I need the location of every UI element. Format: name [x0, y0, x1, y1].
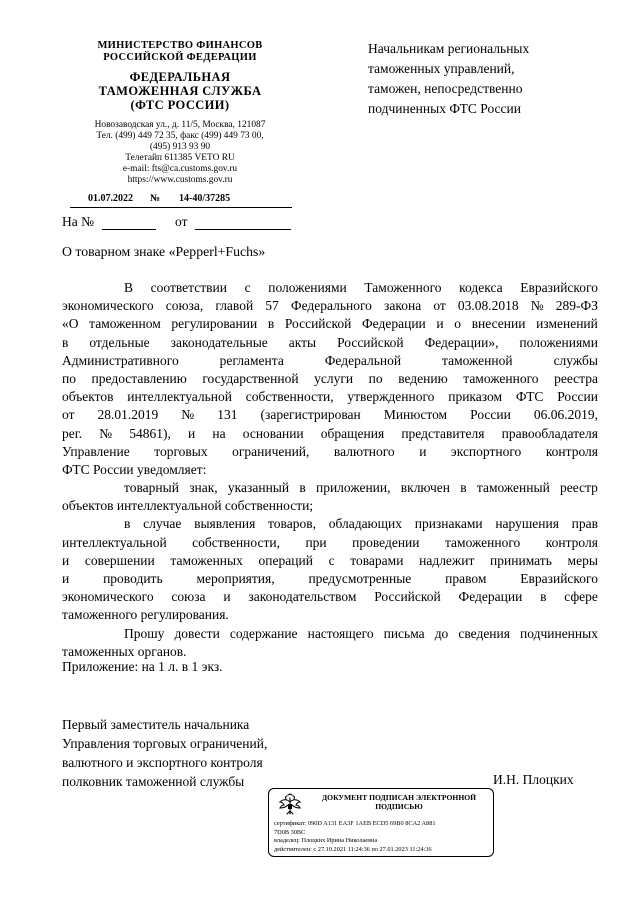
- body-line: [62, 279, 598, 297]
- body-word: Минюстом: [383, 407, 448, 423]
- body-word: 03.08.2018: [457, 298, 519, 314]
- body-word: в: [124, 516, 131, 532]
- body-line: [62, 406, 598, 424]
- body-word: подчиненных: [520, 625, 598, 641]
- body-word: регламента: [219, 352, 284, 368]
- body-word: содержание: [229, 625, 298, 641]
- body-word: таможенного: [444, 534, 521, 550]
- ministry-name: МИНИСТЕРСТВО ФИНАНСОВ РОССИЙСКОЙ ФЕДЕРАЦИИ: [97, 40, 263, 63]
- body-word: с: [244, 280, 251, 295]
- registration-date: 01.07.2022: [88, 193, 133, 204]
- body-word: совершении: [84, 552, 155, 568]
- body-word: сфере: [564, 589, 598, 605]
- body-word: государственной: [202, 370, 299, 386]
- body-word: экономического: [62, 298, 154, 314]
- body-word: реестра: [554, 370, 598, 386]
- body-word: в: [540, 589, 547, 605]
- body-word: Управление: [62, 443, 130, 459]
- body-word: в: [62, 334, 69, 350]
- body-word: операций: [258, 552, 313, 568]
- body-word: Федерации: [458, 589, 523, 605]
- body-line: [62, 388, 598, 406]
- body-line: [62, 425, 598, 443]
- body-word: проведении: [352, 534, 420, 550]
- body-word: товарный: [124, 480, 179, 496]
- body-word: о: [454, 316, 462, 332]
- body-word: на: [212, 425, 226, 441]
- body-word: экономического: [62, 589, 154, 605]
- body-word: по: [368, 370, 383, 386]
- body-word: положениями: [519, 334, 598, 350]
- body-word: контроля: [545, 443, 598, 459]
- body-word: проводить: [103, 571, 163, 586]
- certificate-validity: действителен: с 27.10.2021 11:24:36 по 27.01.2023 11:24:36: [274, 845, 432, 853]
- body-word: и: [223, 589, 231, 605]
- body-word: Федерального: [290, 298, 372, 314]
- body-line: [62, 515, 598, 533]
- body-line: [62, 370, 598, 388]
- body-word: при: [305, 534, 327, 550]
- paragraph-1: [62, 279, 598, 479]
- reference-no-label: На №: [62, 214, 94, 229]
- reference-from-blank: [195, 229, 291, 230]
- body-word: прав: [571, 516, 598, 532]
- reference-line: [62, 214, 94, 230]
- number-sign: №: [150, 193, 161, 204]
- body-word: утвержденного: [347, 389, 435, 405]
- body-word: мероприятия,: [196, 571, 275, 586]
- body-word: №: [530, 298, 544, 314]
- service-name: ФЕДЕРАЛЬНАЯ ТАМОЖЕННАЯ СЛУЖБА (ФТС РОССИИ): [98, 70, 262, 112]
- body-word: службы: [553, 352, 598, 368]
- double-headed-eagle-emblem: [277, 793, 303, 819]
- body-word: законодательством: [248, 589, 357, 605]
- certificate-serial: сертификат: 090D A131 EA3F 1AEB ECD5 69B0 8CA2 A881: [274, 820, 436, 827]
- body-word: предусмотренные: [308, 571, 412, 586]
- body-word: предоставлению: [91, 370, 187, 386]
- body-word: таможенном: [89, 316, 161, 332]
- body-word: внесении: [471, 316, 526, 332]
- body-word: в: [267, 316, 275, 332]
- body-word: торговых: [154, 443, 208, 459]
- body-word: собственности,: [192, 534, 280, 550]
- body-word: законодательные: [170, 334, 268, 350]
- body-line: [62, 334, 598, 352]
- body-word: Федерации»,: [424, 334, 499, 350]
- body-word: принимать: [490, 552, 552, 568]
- body-word: включен: [400, 480, 451, 496]
- body-line: [62, 588, 598, 606]
- reference-from-label: от: [175, 214, 188, 229]
- paragraph-4: [62, 625, 598, 661]
- body-word: и: [62, 571, 70, 586]
- registration-number: 14-40/37285: [179, 193, 231, 204]
- body-word: 06.06.2019,: [533, 407, 598, 423]
- body-word: отдельные: [89, 334, 150, 350]
- body-word: №: [99, 425, 113, 441]
- body-line: [62, 534, 598, 552]
- body-word: России: [470, 407, 511, 423]
- body-word: признаками: [414, 516, 483, 532]
- body-word: надлежит: [419, 552, 475, 568]
- body-word: №: [181, 407, 195, 423]
- reference-no-blank: [102, 229, 156, 230]
- registration-underline: [70, 207, 292, 208]
- body-word: сведения: [458, 625, 510, 641]
- body-word: от: [433, 298, 446, 314]
- body-word: 289-ФЗ: [555, 298, 598, 314]
- body-word: ФТС: [515, 389, 544, 405]
- body-word: приложении,: [315, 480, 391, 496]
- certificate-serial-continued: 7D0B 30BC: [274, 828, 306, 836]
- body-word: меры: [567, 552, 598, 568]
- certificate-owner: владелец: Плоцких Ирина Николаевна: [274, 837, 378, 845]
- body-word: интеллектуальной: [62, 534, 167, 550]
- body-word: и: [62, 552, 70, 568]
- body-word: В: [124, 280, 134, 295]
- body-word: ведению: [398, 370, 448, 386]
- body-word: Федеральной: [324, 352, 402, 368]
- body-word: товарами: [350, 552, 404, 568]
- body-word: случае: [143, 516, 182, 532]
- body-word: представителя: [401, 425, 485, 441]
- body-word: (зарегистрирован: [260, 407, 361, 423]
- body-word: выявления: [194, 516, 256, 532]
- body-word: основании: [242, 425, 304, 441]
- body-word: союза: [171, 589, 206, 605]
- body-word: союза,: [165, 298, 204, 314]
- body-word: Административного: [62, 352, 179, 368]
- body-word: рег.: [62, 425, 83, 441]
- body-line: [62, 297, 598, 315]
- body-word: собственности,: [245, 389, 334, 405]
- email-link[interactable]: e-mail: fts@ca.customs.gov.ru: [122, 164, 238, 174]
- stamp-certificate-details: [274, 820, 492, 854]
- body-word: 54861),: [129, 425, 171, 441]
- body-word: и: [188, 425, 196, 441]
- body-word: соответствии: [150, 280, 227, 295]
- letter-body: [62, 279, 598, 661]
- body-word: от: [62, 407, 75, 423]
- body-line: таможенного регулирования.: [62, 607, 229, 623]
- body-word: товаров,: [268, 516, 316, 532]
- body-word: изменений: [536, 316, 598, 332]
- website-link[interactable]: https://www.customs.gov.ru: [127, 175, 233, 185]
- body-word: Прошу: [124, 625, 165, 641]
- body-word: России: [557, 389, 598, 405]
- body-word: таможенной: [442, 352, 513, 368]
- body-word: письма: [383, 625, 425, 641]
- signer-name: И.Н. Плоцких: [493, 772, 574, 787]
- electronic-signature-stamp: [268, 788, 494, 857]
- attachment-note: Приложение: на 1 л. в 1 экз.: [62, 659, 223, 674]
- body-word: знак,: [189, 480, 218, 496]
- body-word: указанный: [227, 480, 290, 496]
- body-line: [62, 570, 598, 588]
- body-word: с: [328, 552, 335, 568]
- body-word: в: [299, 480, 306, 496]
- body-word: валютного: [333, 443, 395, 459]
- body-word: правом: [445, 571, 487, 586]
- body-word: и: [419, 443, 427, 459]
- body-word: таможенный: [476, 480, 550, 496]
- body-line: [62, 552, 598, 570]
- body-word: правообладателя: [501, 425, 598, 441]
- body-word: интеллектуальной: [127, 389, 232, 405]
- body-word: 28.01.2019: [97, 407, 159, 423]
- body-word: приказом: [448, 389, 503, 405]
- body-word: регулировании: [171, 316, 258, 332]
- body-word: до: [434, 625, 449, 641]
- body-word: нарушения: [495, 516, 559, 532]
- body-line: таможенных органов.: [62, 643, 187, 659]
- body-word: Российской: [284, 316, 352, 332]
- signature-block: Первый заместитель начальника Управления торговых ограничений, валютного и экспортного контроля полковник таможенной службы: [62, 717, 268, 789]
- body-line: [62, 352, 598, 370]
- body-word: экспортного: [450, 443, 522, 459]
- letterhead: [62, 40, 298, 186]
- body-word: кодекса: [459, 280, 503, 295]
- body-word: Федерации: [362, 316, 426, 332]
- body-line: [62, 443, 598, 461]
- body-word: главой: [215, 298, 254, 314]
- body-line: объектов интеллектуальной собственности;: [62, 498, 314, 514]
- body-word: Российской: [374, 589, 441, 605]
- body-line: ФТС России уведомляет:: [62, 461, 207, 477]
- body-line: [62, 625, 598, 643]
- body-word: Евразийского: [520, 571, 598, 586]
- body-word: акты: [288, 334, 317, 350]
- body-word: «О: [62, 316, 79, 332]
- body-word: закона: [384, 298, 422, 314]
- subject-line: О товарном знаке «Pepperl+Fuchs»: [62, 244, 266, 259]
- body-word: контроля: [545, 534, 598, 550]
- body-word: ограничений,: [232, 443, 310, 459]
- body-word: реестр: [560, 480, 598, 496]
- body-word: настоящего: [307, 625, 374, 641]
- body-word: в: [460, 480, 467, 496]
- body-word: по: [62, 370, 76, 386]
- addressee: Начальникам региональных таможенных управлений, таможен, непосредственно подчиненных ФТС России: [368, 41, 530, 116]
- body-word: положениями: [268, 280, 347, 295]
- body-line: [62, 315, 598, 333]
- paragraph-2: [62, 479, 598, 515]
- body-word: обладающих: [328, 516, 403, 532]
- body-word: Таможенного: [364, 280, 442, 295]
- body-word: 131: [217, 407, 238, 423]
- body-word: Евразийского: [520, 280, 598, 295]
- body-word: и: [436, 316, 444, 332]
- body-word: Российской: [337, 334, 404, 350]
- body-word: таможенных: [170, 552, 243, 568]
- body-word: услуги: [314, 370, 354, 386]
- stamp-title: ДОКУМЕНТ ПОДПИСАН ЭЛЕКТРОННОЙ ПОДПИСЬЮ: [321, 793, 477, 811]
- body-word: объектов: [62, 389, 114, 405]
- body-word: 57: [265, 298, 279, 314]
- contact-info: Новозаводская ул., д. 11/5, Москва, 121087 Тел. (499) 449 72 35, факс (499) 449 73 00, (495) 913 93 90 Телетайп 611385 VETO RU e-mail: fts@ca.customs.gov.ru https://www.customs.gov.ru: [62, 120, 298, 186]
- body-word: таможенного: [463, 370, 539, 386]
- body-line: [62, 479, 598, 497]
- body-word: обращения: [320, 425, 385, 441]
- paragraph-3: [62, 515, 598, 624]
- body-word: довести: [174, 625, 220, 641]
